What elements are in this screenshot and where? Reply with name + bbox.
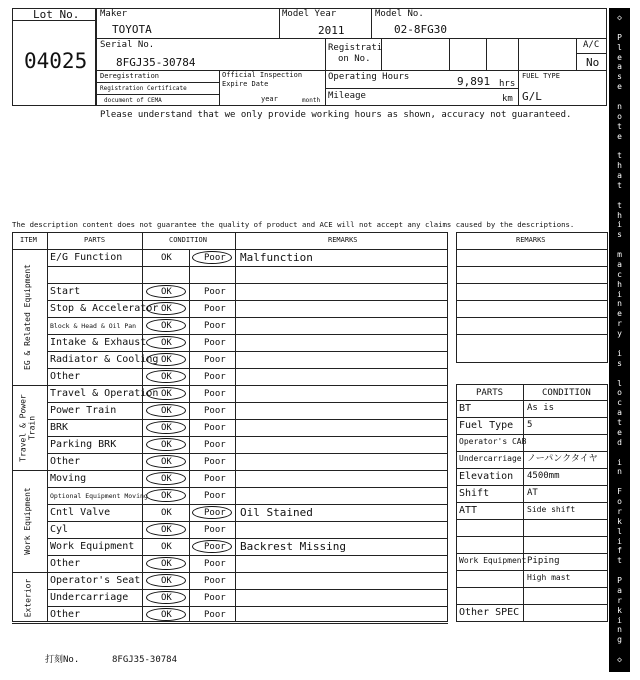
poor-option[interactable]: Poor xyxy=(204,440,226,450)
selected-ok-circle xyxy=(146,285,186,298)
spec-condition: Side shift xyxy=(527,505,576,514)
poor-option[interactable]: Poor xyxy=(204,610,226,620)
inspection-label-2: Expire Date xyxy=(222,80,269,88)
ok-option[interactable]: OK xyxy=(161,321,172,331)
spec-part: Other SPEC xyxy=(459,607,520,618)
remark-line xyxy=(456,317,608,318)
side-notice-char: t xyxy=(617,121,622,131)
month-label: month xyxy=(302,97,321,104)
selected-poor-circle xyxy=(192,251,232,264)
side-notice-char: a xyxy=(617,408,622,418)
selected-poor-circle xyxy=(192,506,232,519)
part-name: Moving xyxy=(50,473,87,484)
spec-col-parts: PARTS xyxy=(476,388,504,398)
spec-divider xyxy=(456,417,608,418)
spec-divider xyxy=(456,434,608,435)
spec-condition: AT xyxy=(527,488,538,498)
col-condition: CONDITION xyxy=(169,236,207,244)
registration-label-2: on No. xyxy=(338,54,371,64)
side-notice-char: i xyxy=(617,348,622,358)
poor-option[interactable]: Poor xyxy=(204,593,226,603)
poor-option[interactable]: Poor xyxy=(204,321,226,331)
side-notice-char: i xyxy=(617,457,622,467)
fuel-type-value: G/L xyxy=(522,90,542,103)
row-divider xyxy=(47,453,448,454)
spec-part: Shift xyxy=(459,488,490,499)
remark-text: Oil Stained xyxy=(240,506,313,519)
side-notice-char: e xyxy=(617,82,622,92)
ok-option[interactable]: OK xyxy=(161,440,172,450)
part-name: Intake & Exhaust xyxy=(50,337,147,348)
side-notice-char: i xyxy=(617,615,622,625)
ok-option[interactable]: OK xyxy=(161,406,172,416)
part-name: Stop & Accelerator xyxy=(50,303,159,314)
spec-condition: High mast xyxy=(527,573,571,582)
row-divider xyxy=(47,504,448,505)
group-label: EG & Related Equipment xyxy=(23,264,32,370)
side-notice-char: r xyxy=(617,506,622,516)
ok-option[interactable]: OK xyxy=(161,508,172,518)
row-divider xyxy=(47,300,448,301)
part-name: Radiator & Cooling xyxy=(50,354,159,365)
remark-line xyxy=(456,283,608,284)
spec-part: Undercarriage xyxy=(459,454,522,463)
poor-option[interactable]: Poor xyxy=(204,559,226,569)
side-notice-char: c xyxy=(617,398,622,408)
serial-label: Serial No. xyxy=(100,40,155,50)
side-notice-char: ◇ xyxy=(617,655,622,665)
selected-ok-circle xyxy=(146,438,186,451)
year-label: year xyxy=(261,95,278,103)
ac-label: A/C xyxy=(583,40,600,50)
remark-line xyxy=(456,300,608,301)
row-divider xyxy=(12,470,448,471)
ok-option[interactable]: OK xyxy=(161,338,172,348)
ok-option[interactable]: OK xyxy=(161,423,172,433)
spec-divider xyxy=(456,536,608,537)
selected-ok-circle xyxy=(146,421,186,434)
spec-part: BT xyxy=(459,403,472,414)
poor-option[interactable]: Poor xyxy=(204,576,226,586)
spec-divider xyxy=(456,604,608,605)
ok-option[interactable]: OK xyxy=(161,491,172,501)
poor-option[interactable]: Poor xyxy=(204,406,226,416)
side-notice-char: h xyxy=(617,279,622,289)
selected-ok-circle xyxy=(146,591,186,604)
row-divider xyxy=(47,351,448,352)
part-name: Other xyxy=(50,558,81,569)
serial-value: 8FGJ35-30784 xyxy=(116,56,196,69)
side-notice-char: n xyxy=(617,467,622,477)
operating-hours-label: Operating Hours xyxy=(328,72,410,82)
spec-divider xyxy=(456,468,608,469)
side-notice-char: c xyxy=(617,269,622,279)
part-name: Power Train xyxy=(50,405,117,416)
model-no-label: Model No. xyxy=(375,9,424,19)
spec-divider xyxy=(456,502,608,503)
spec-divider xyxy=(456,451,608,452)
right-remarks-frame xyxy=(456,232,608,363)
selected-poor-circle xyxy=(192,540,232,553)
ok-option[interactable]: OK xyxy=(161,304,172,314)
row-divider xyxy=(47,419,448,420)
selected-ok-circle xyxy=(146,608,186,621)
row-divider xyxy=(47,436,448,437)
spec-part: Fuel Type xyxy=(459,420,514,431)
part-name: Cyl xyxy=(50,524,69,535)
ok-option[interactable]: OK xyxy=(161,287,172,297)
disclaimer: The description content does not guarantee the quality of product and ACE will not accept any claims caused by the descriptions. xyxy=(12,220,575,229)
selected-ok-circle xyxy=(146,523,186,536)
part-name: Other xyxy=(50,609,81,620)
selected-ok-circle xyxy=(146,353,186,366)
spec-divider xyxy=(456,400,608,401)
poor-option[interactable]: Poor xyxy=(204,542,226,552)
col-remarks: REMARKS xyxy=(328,236,358,244)
spec-part: ATT xyxy=(459,505,478,516)
spec-condition: Piping xyxy=(527,556,560,566)
footer-label: 打刻No. xyxy=(45,655,80,665)
model-year-value: 2011 xyxy=(318,24,345,37)
side-notice-char: e xyxy=(617,309,622,319)
side-notice-char: a xyxy=(617,585,622,595)
poor-option[interactable]: Poor xyxy=(204,508,226,518)
row-divider xyxy=(47,317,448,318)
ok-option[interactable]: OK xyxy=(161,253,172,263)
side-notice-char: a xyxy=(617,62,622,72)
group-label: Travel & Power Train xyxy=(18,393,36,462)
cema-label: document of CEMA xyxy=(104,97,162,104)
registration-certificate-label: Registration Certificate xyxy=(100,85,187,92)
ok-option[interactable]: OK xyxy=(161,610,172,620)
fuel-type-label: FUEL TYPE xyxy=(522,72,560,80)
side-notice-char: i xyxy=(617,220,622,230)
side-notice-char: P xyxy=(617,576,622,586)
side-notice-char: a xyxy=(617,171,622,181)
row-divider xyxy=(47,538,448,539)
poor-option[interactable]: Poor xyxy=(204,457,226,467)
side-notice-char: o xyxy=(617,497,622,507)
side-notice-char: d xyxy=(617,437,622,447)
side-notice-char: i xyxy=(617,536,622,546)
side-notice-char: t xyxy=(617,418,622,428)
selected-ok-circle xyxy=(146,489,186,502)
poor-option[interactable]: Poor xyxy=(204,372,226,382)
maker-value: TOYOTA xyxy=(112,23,152,36)
side-notice-char: n xyxy=(617,101,622,111)
model-no-value: 02-8FG30 xyxy=(394,23,447,36)
spec-condition: ノーパンクタイヤ xyxy=(527,454,598,464)
remark-line xyxy=(456,334,608,335)
part-name: Start xyxy=(50,286,81,297)
spec-part: Operator's CAB xyxy=(459,437,527,446)
ok-option[interactable]: OK xyxy=(161,457,172,467)
row-divider xyxy=(12,623,448,624)
side-notice-char: f xyxy=(617,546,622,556)
operating-hours-value: 9,891 xyxy=(457,75,491,88)
group-label: Work Equipment xyxy=(23,487,32,555)
part-name: Parking BRK xyxy=(50,439,117,450)
side-notice-char: l xyxy=(617,42,622,52)
registration-label-1: Registrati xyxy=(328,43,383,53)
poor-option[interactable]: Poor xyxy=(204,338,226,348)
side-notice-char: ◇ xyxy=(617,13,622,22)
group-label: Exterior xyxy=(23,578,32,617)
selected-ok-circle xyxy=(146,574,186,587)
side-notice-char: r xyxy=(617,595,622,605)
remark-line xyxy=(456,266,608,267)
poor-option[interactable]: Poor xyxy=(204,355,226,365)
side-notice-char: o xyxy=(617,388,622,398)
ok-option[interactable]: OK xyxy=(161,542,172,552)
side-notice-char: i xyxy=(617,289,622,299)
remark-line xyxy=(456,249,608,250)
part-name: Other xyxy=(50,371,81,382)
part-name: BRK xyxy=(50,422,69,433)
side-notice-char: k xyxy=(617,605,622,615)
side-notice-char: h xyxy=(617,161,622,171)
lot-number: 04025 xyxy=(24,49,88,73)
side-notice-char: t xyxy=(617,200,622,210)
selected-ok-circle xyxy=(146,455,186,468)
right-remarks-header: REMARKS xyxy=(516,236,546,244)
side-notice-char: n xyxy=(617,299,622,309)
part-name: Optional Equipment Moving xyxy=(50,492,148,500)
selected-ok-circle xyxy=(146,472,186,485)
row-divider xyxy=(12,385,448,386)
col-parts: PARTS xyxy=(84,236,106,244)
selected-ok-circle xyxy=(146,319,186,332)
part-name: Operator's Seat xyxy=(50,575,141,586)
side-notice-char: s xyxy=(617,72,622,82)
selected-ok-circle xyxy=(146,387,186,400)
ok-option[interactable]: OK xyxy=(161,593,172,603)
ok-option[interactable]: OK xyxy=(161,525,172,535)
mileage-label: Mileage xyxy=(328,91,366,101)
part-name: Undercarriage xyxy=(50,592,129,603)
hrs-unit: hrs xyxy=(499,79,516,89)
part-name: Cntl Valve xyxy=(50,507,111,518)
side-notice-char: F xyxy=(617,487,622,497)
part-name: E/G Function xyxy=(50,252,123,263)
remark-text: Malfunction xyxy=(240,251,313,264)
deregistration-label: Deregistration xyxy=(100,72,160,80)
remark-text: Backrest Missing xyxy=(240,540,346,553)
side-notice-bar xyxy=(609,8,630,672)
ok-option[interactable]: OK xyxy=(161,576,172,586)
side-notice-char: a xyxy=(617,259,622,269)
spec-divider xyxy=(456,485,608,486)
spec-divider xyxy=(456,587,608,588)
ok-option[interactable]: OK xyxy=(161,559,172,569)
ac-value: No xyxy=(586,56,600,69)
row-divider xyxy=(47,402,448,403)
maker-label: Maker xyxy=(100,9,128,19)
selected-ok-circle xyxy=(146,302,186,315)
poor-option[interactable]: Poor xyxy=(204,474,226,484)
model-year-label: Model Year xyxy=(282,9,337,19)
selected-ok-circle xyxy=(146,557,186,570)
part-name: Travel & Operation xyxy=(50,388,159,399)
poor-option[interactable]: Poor xyxy=(204,423,226,433)
spec-condition: 4500mm xyxy=(527,471,560,481)
side-notice-char: e xyxy=(617,427,622,437)
side-notice-char: s xyxy=(617,230,622,240)
row-divider xyxy=(47,487,448,488)
ok-option[interactable]: OK xyxy=(161,355,172,365)
side-notice-char: k xyxy=(617,516,622,526)
side-notice-char: m xyxy=(617,250,622,260)
row-divider xyxy=(47,334,448,335)
ok-option[interactable]: OK xyxy=(161,372,172,382)
spec-col-condition: CONDITION xyxy=(542,388,591,398)
col-item: ITEM xyxy=(20,236,37,244)
selected-ok-circle xyxy=(146,404,186,417)
side-notice-char: n xyxy=(617,625,622,635)
row-divider xyxy=(47,368,448,369)
spec-condition: As is xyxy=(527,403,555,413)
side-notice-char: y xyxy=(617,329,622,339)
spec-divider xyxy=(456,553,608,554)
row-divider xyxy=(47,606,448,607)
spec-part: Work Equipment xyxy=(459,556,527,565)
spec-divider xyxy=(456,570,608,571)
selected-ok-circle xyxy=(146,370,186,383)
side-notice-char: o xyxy=(617,111,622,121)
km-unit: km xyxy=(502,94,513,104)
side-notice-char: t xyxy=(617,180,622,190)
row-divider xyxy=(47,521,448,522)
side-notice-char: s xyxy=(617,358,622,368)
ok-option[interactable]: OK xyxy=(161,474,172,484)
poor-option[interactable]: Poor xyxy=(204,389,226,399)
side-notice-char: t xyxy=(617,556,622,566)
row-divider xyxy=(12,572,448,573)
row-divider xyxy=(47,266,448,267)
poor-option[interactable]: Poor xyxy=(204,491,226,501)
row-divider xyxy=(47,283,448,284)
part-name: Other xyxy=(50,456,81,467)
part-name: Work Equipment xyxy=(50,541,135,552)
ok-option[interactable]: OK xyxy=(161,389,172,399)
lot-label: Lot No. xyxy=(33,8,80,21)
poor-option[interactable]: Poor xyxy=(204,304,226,314)
side-notice-char: e xyxy=(617,52,622,62)
side-notice-char: P xyxy=(617,32,622,42)
selected-ok-circle xyxy=(146,336,186,349)
spec-part: Elevation xyxy=(459,471,514,482)
spec-divider xyxy=(456,519,608,520)
side-notice-char: h xyxy=(617,210,622,220)
row-divider xyxy=(47,589,448,590)
inspection-label-1: Official Inspection xyxy=(222,71,303,79)
row-divider xyxy=(47,555,448,556)
poor-option[interactable]: Poor xyxy=(204,253,226,263)
side-notice-char: t xyxy=(617,151,622,161)
part-name: Block & Head & Oil Pan xyxy=(50,322,137,330)
side-notice-char: g xyxy=(617,635,622,645)
side-notice-char: r xyxy=(617,319,622,329)
spec-condition: 5 xyxy=(527,420,533,430)
footer-value: 8FGJ35-30784 xyxy=(112,655,178,665)
poor-option[interactable]: Poor xyxy=(204,525,226,535)
poor-option[interactable]: Poor xyxy=(204,287,226,297)
side-notice-char: e xyxy=(617,131,622,141)
side-notice-char: l xyxy=(617,378,622,388)
working-hours-notice: Please understand that we only provide working hours as shown, accuracy not guaranteed. xyxy=(100,110,572,120)
side-notice-char: l xyxy=(617,526,622,536)
